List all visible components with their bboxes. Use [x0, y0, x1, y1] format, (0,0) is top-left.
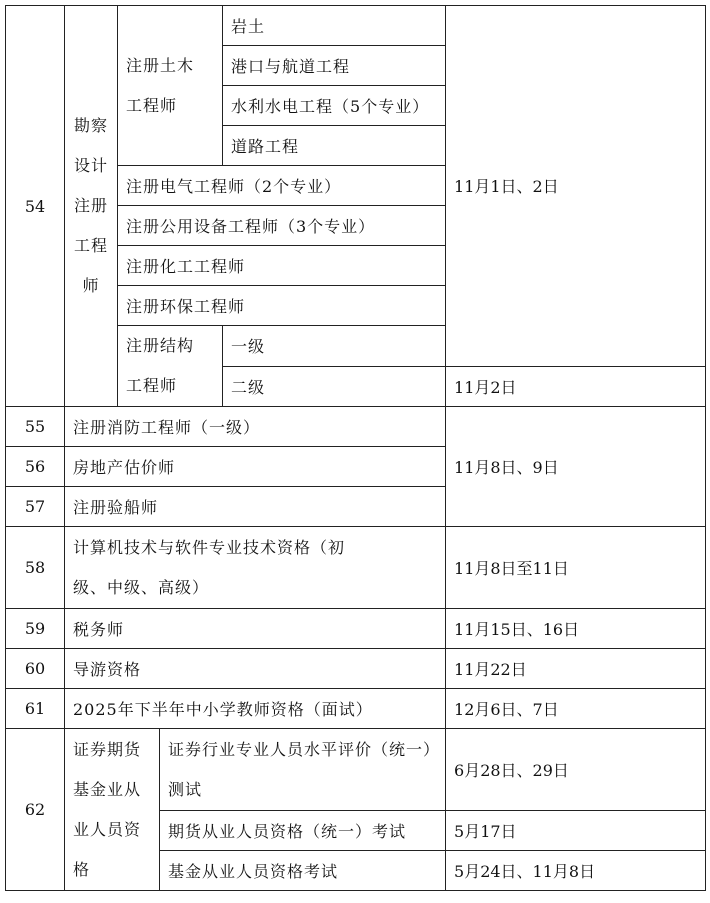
row-number: 59 — [6, 609, 65, 649]
exam-schedule-table — [5, 5, 706, 891]
category-line: 工程 — [73, 236, 108, 255]
table-row — [6, 729, 706, 811]
exam-date: 11月8日、9日 — [446, 407, 706, 527]
category-line: 注册 — [73, 196, 108, 215]
row-number: 55 — [6, 407, 65, 447]
exam-date: 5月17日 — [446, 811, 706, 851]
exam-name: 证券行业专业人员水平评价（统一）测试 — [160, 729, 446, 811]
table-row — [6, 649, 706, 689]
exam-date: 11月8日至11日 — [446, 527, 706, 609]
table-row — [6, 689, 706, 729]
exam-name: 注册化工工程师 — [118, 246, 446, 286]
specialty-cell: 港口与航道工程 — [223, 46, 446, 86]
exam-date: 6月28日、29日 — [446, 729, 706, 811]
exam-date: 11月2日 — [446, 366, 706, 407]
table-row — [6, 527, 706, 609]
specialty-cell: 岩土 — [223, 6, 446, 46]
exam-name: 2025年下半年中小学教师资格（面试） — [65, 689, 446, 729]
category-line: 设计 — [73, 156, 108, 175]
category-line: 勘察 — [73, 116, 108, 135]
specialty-cell: 水利水电工程（5个专业） — [223, 86, 446, 126]
row-number: 58 — [6, 527, 65, 609]
row-number: 61 — [6, 689, 65, 729]
table-row — [6, 609, 706, 649]
exam-date: 12月6日、7日 — [446, 689, 706, 729]
exam-name: 房地产估价师 — [65, 447, 446, 487]
exam-name: 导游资格 — [65, 649, 446, 689]
level-cell: 一级 — [223, 326, 446, 367]
table-row — [6, 407, 706, 447]
exam-name: 注册环保工程师 — [118, 286, 446, 326]
exam-date: 5月24日、11月8日 — [446, 851, 706, 891]
civil-engineer-label: 注册土木 工程师 — [118, 6, 223, 166]
level-cell: 二级 — [223, 366, 446, 407]
exam-name: 注册消防工程师（一级） — [65, 407, 446, 447]
exam-name: 税务师 — [65, 609, 446, 649]
row-number: 56 — [6, 447, 65, 487]
specialty-cell: 道路工程 — [223, 126, 446, 166]
exam-date: 11月1日、2日 — [446, 6, 706, 367]
exam-date: 11月22日 — [446, 649, 706, 689]
exam-date: 11月15日、16日 — [446, 609, 706, 649]
exam-name: 注册验船师 — [65, 487, 446, 527]
exam-name: 期货从业人员资格（统一）考试 — [160, 811, 446, 851]
structural-engineer-label: 注册结构 工程师 — [118, 326, 223, 407]
table-row — [6, 6, 706, 46]
category-cell — [65, 6, 118, 407]
category-line: 师 — [82, 276, 100, 295]
exam-name: 注册公用设备工程师（3个专业） — [118, 206, 446, 246]
row-number: 62 — [6, 729, 65, 891]
row-number: 60 — [6, 649, 65, 689]
exam-name: 计算机技术与软件专业技术资格（初级、中级、高级） — [65, 527, 446, 609]
row-number: 57 — [6, 487, 65, 527]
exam-name: 基金从业人员资格考试 — [160, 851, 446, 891]
exam-name: 注册电气工程师（2个专业） — [118, 166, 446, 206]
category-cell: 证券期货基金业从业人员资格 — [65, 729, 160, 891]
row-number: 54 — [6, 6, 65, 407]
